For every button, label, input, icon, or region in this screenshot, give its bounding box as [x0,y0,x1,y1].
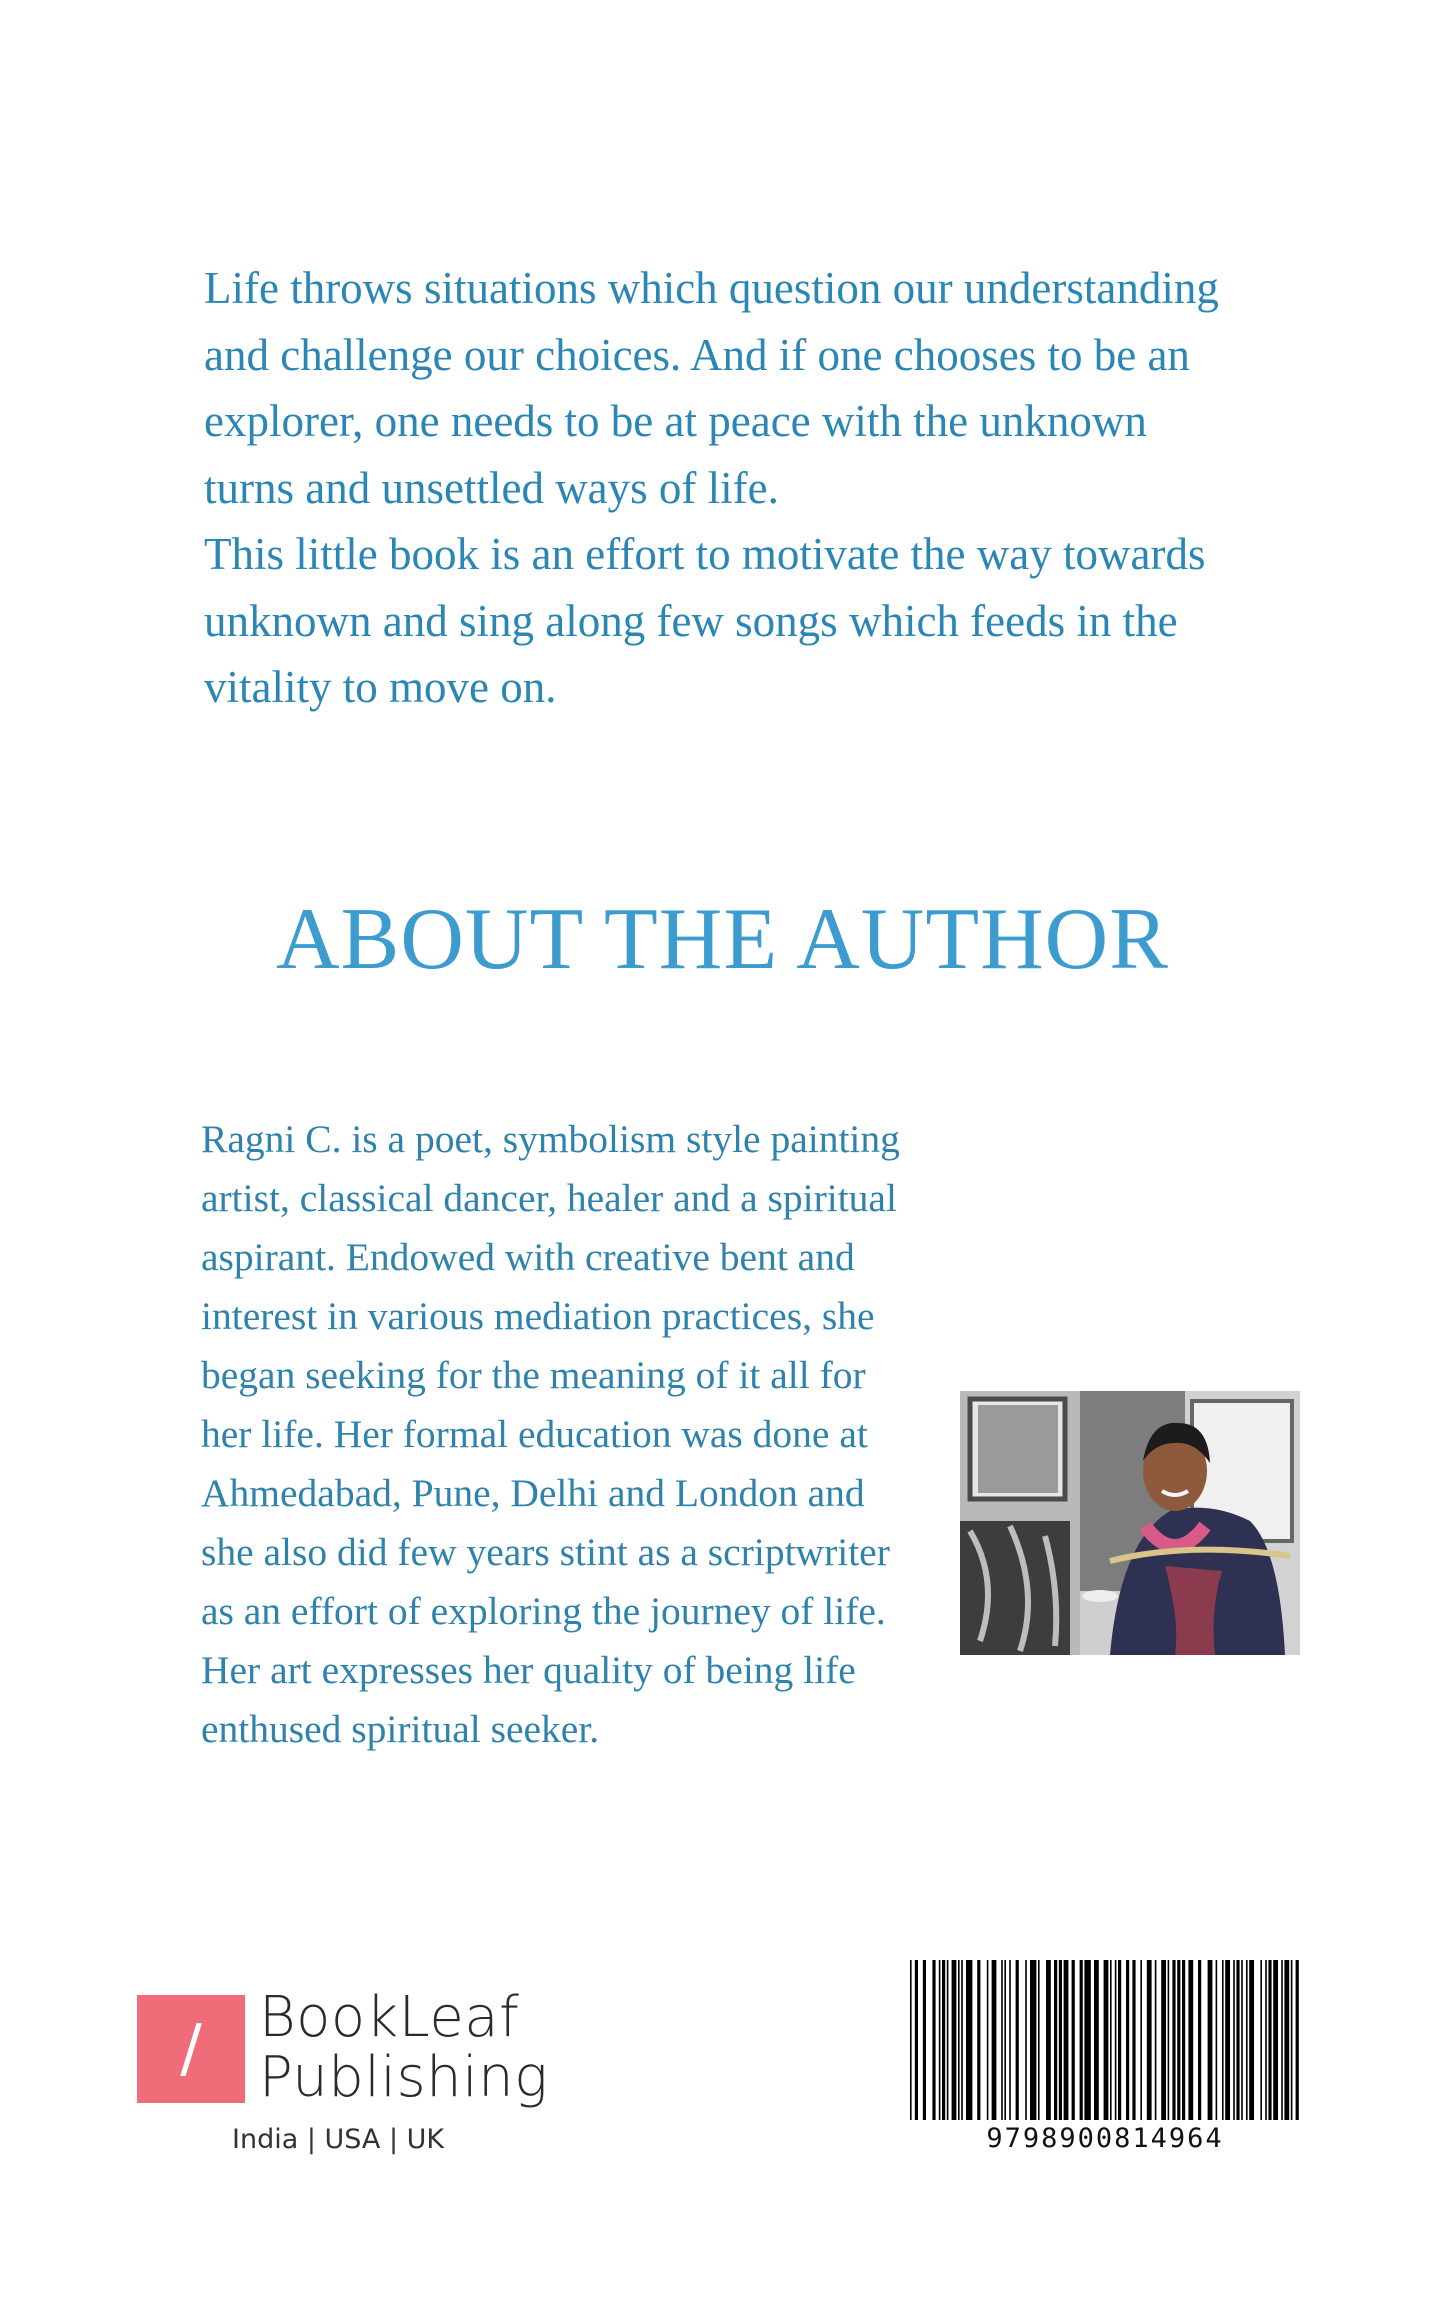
barcode-bar [1046,1960,1051,2120]
barcode-bar [1161,1960,1166,2120]
barcode-bar [1059,1960,1062,2120]
barcode-bar [947,1960,949,2120]
barcode-bar [1115,1960,1117,2120]
barcode-bar [977,1960,980,2120]
barcode-bar [961,1960,963,2120]
barcode-bar [1246,1960,1248,2120]
barcode-bar [1038,1960,1040,2120]
barcode-bar [1030,1960,1036,2120]
barcode-bar [1001,1960,1003,2120]
barcode-bar [1004,1960,1006,2120]
barcode-bar [1249,1960,1254,2120]
barcode-bar [1118,1960,1121,2120]
barcode-bar [1284,1960,1289,2120]
barcode-bar [1140,1960,1142,2120]
barcode-bar [1080,1960,1083,2120]
barcode-bar [987,1960,989,2120]
barcode-bar [1273,1960,1278,2120]
barcode-bar [1104,1960,1109,2120]
barcode-bar [1025,1960,1027,2120]
publisher-name-line-2: Publishing [259,2045,549,2110]
barcode-bar [1260,1960,1262,2120]
barcode-bar [939,1960,941,2120]
barcode-bar [1216,1960,1218,2120]
barcode-bar [1281,1960,1283,2120]
barcode-bar [1182,1960,1185,2120]
back-cover-blurb [204,255,1244,721]
barcode-bar [952,1960,957,2120]
publisher-name [259,1985,549,2110]
barcode-bar [1072,1960,1075,2120]
barcode-bar [1225,1960,1230,2120]
barcode-bar [942,1960,945,2120]
barcode-bars [910,1960,1300,2120]
blurb-paragraph-2: This little book is an effort to motivate the way towards unknown and sing along few songs which feeds in the vitality to move on. [204,529,1206,712]
barcode-bar [1110,1960,1112,2120]
barcode-bar [1241,1960,1243,2120]
barcode-bar [1016,1960,1019,2120]
barcode-bar [1126,1960,1129,2120]
barcode-bar [1198,1960,1201,2120]
barcode-bar [915,1960,918,2120]
barcode-bar [1208,1960,1213,2120]
author-bio: Ragni C. is a poet, symbolism style painting artist, classical dancer, healer and a spiritual aspirant. Endowed with creative bent and interest in various mediation practices, she began seeking for the meaning of it all for her life. Her formal education was done at Ahmedabad, Pune, Delhi and London and she also did few years stint as a scriptwriter as an effort of exploring the journey of life. Her art expresses her quality of being life enthused spiritual seeker. [201,1117,900,1751]
barcode-bar [932,1960,935,2120]
barcode-bar [923,1960,926,2120]
barcode-bar [966,1960,972,2120]
barcode-bar [1222,1960,1224,2120]
barcode-bar [1168,1960,1170,2120]
barcode-bar [958,1960,960,2120]
barcode-bar [1132,1960,1135,2120]
blurb-paragraph-1: Life throws situations which question our understanding and challenge our choices. And if one chooses to be an explorer, one needs to be at peace with the unknown turns and unsettled ways of life. [204,263,1219,513]
bookleaf-publishing-logo [137,1985,557,2165]
barcode-bar [910,1960,912,2120]
barcode-bar [1147,1960,1152,2120]
barcode-bar [992,1960,997,2120]
barcode-bar [1172,1960,1175,2120]
barcode-bar [1054,1960,1057,2120]
barcode-bar [1188,1960,1193,2120]
barcode-bar [1233,1960,1235,2120]
barcode-bar [1291,1960,1293,2120]
publisher-name-line-1: BookLeaf [259,1985,520,2050]
barcode-bar [1265,1960,1267,2120]
barcode-bar [1177,1960,1180,2120]
about-the-author-heading: ABOUT THE AUTHOR [276,891,1169,988]
publisher-locations: India | USA | UK [232,2124,445,2155]
logo-slash-mark: / [137,1995,245,2103]
barcode-bar [1084,1960,1090,2120]
barcode-bar [1268,1960,1271,2120]
barcode-bar [1094,1960,1099,2120]
author-photo [960,1391,1300,1655]
barcode-bar [1296,1960,1299,2120]
barcode-bar [1064,1960,1069,2120]
isbn-number: 9798900814964 [986,2123,1224,2154]
barcode-bar [1009,1960,1011,2120]
barcode-bar [1155,1960,1157,2120]
isbn-barcode [910,1960,1300,2160]
barcode-bar [1236,1960,1239,2120]
